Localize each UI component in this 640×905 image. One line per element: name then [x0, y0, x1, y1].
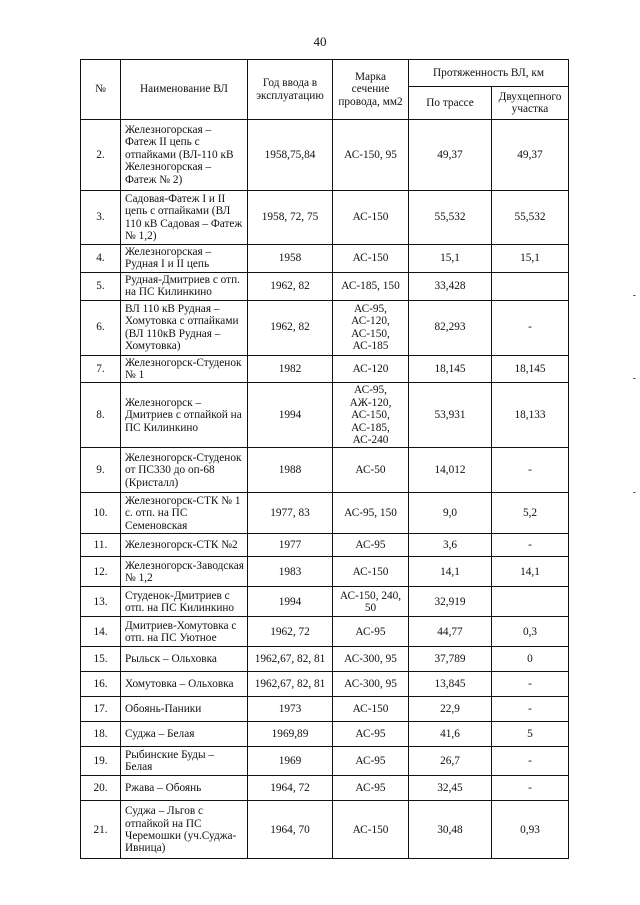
wire-brand: АС-300, 95 — [333, 672, 409, 697]
commission-year: 1973 — [248, 697, 333, 722]
double-circuit-length: - — [492, 697, 569, 722]
table-body — [81, 120, 569, 859]
commission-year: 1962, 72 — [248, 617, 333, 647]
wire-brand: АС-185, 150 — [333, 272, 409, 300]
header-double: Двухцепного участка — [492, 87, 569, 120]
page-number: 40 — [313, 34, 327, 49]
line-name: Железногорск-Студенок № 1 — [121, 355, 248, 383]
route-length: 14,012 — [409, 448, 492, 493]
table-row — [81, 801, 569, 859]
double-circuit-length: 0,3 — [492, 617, 569, 647]
table-row — [81, 534, 569, 557]
line-name: Садовая-Фатеж I и II цепь с отпайками (ВЛ 110 кВ Садовая – Фатеж № 1,2) — [121, 191, 248, 245]
double-circuit-length: - — [492, 300, 569, 355]
table-row — [81, 493, 569, 534]
table-row — [81, 300, 569, 355]
commission-year: 1994 — [248, 383, 333, 448]
route-length: 18,145 — [409, 355, 492, 383]
header-year: Год ввода в эксплуатацию — [248, 60, 333, 120]
table-row — [81, 557, 569, 587]
line-name: Ржава – Обоянь — [121, 776, 248, 801]
line-name: Железногорск-Студенок от ПС330 до оп-68 (Кристалл) — [121, 448, 248, 493]
row-number: 19. — [81, 747, 121, 776]
commission-year: 1983 — [248, 557, 333, 587]
wire-brand: АС-95 — [333, 534, 409, 557]
route-length: 53,931 — [409, 383, 492, 448]
commission-year: 1977, 83 — [248, 493, 333, 534]
commission-year: 1962, 82 — [248, 300, 333, 355]
commission-year: 1964, 70 — [248, 801, 333, 859]
route-length: 14,1 — [409, 557, 492, 587]
table-row — [81, 448, 569, 493]
wire-brand: АС-150, 240, 50 — [333, 587, 409, 617]
route-length: 15,1 — [409, 245, 492, 273]
line-name: Рыбинские Буды – Белая — [121, 747, 248, 776]
double-circuit-length: - — [492, 448, 569, 493]
route-length: 49,37 — [409, 120, 492, 191]
commission-year: 1988 — [248, 448, 333, 493]
row-number: 7. — [81, 355, 121, 383]
wire-brand: АС-150 — [333, 801, 409, 859]
commission-year: 1962,67, 82, 81 — [248, 672, 333, 697]
row-number: 8. — [81, 383, 121, 448]
header-length: Протяженность ВЛ, км — [409, 60, 569, 87]
route-length: 41,6 — [409, 722, 492, 747]
table-row — [81, 383, 569, 448]
route-length: 32,45 — [409, 776, 492, 801]
double-circuit-length: - — [492, 672, 569, 697]
commission-year: 1982 — [248, 355, 333, 383]
row-number: 3. — [81, 191, 121, 245]
line-name: Железногорск-Заводская № 1,2 — [121, 557, 248, 587]
row-number: 15. — [81, 647, 121, 672]
commission-year: 1964, 72 — [248, 776, 333, 801]
wire-brand: АС-95 — [333, 617, 409, 647]
header-route: По трассе — [409, 87, 492, 120]
margin-tick: - — [632, 373, 636, 384]
wire-brand: АС-150 — [333, 557, 409, 587]
wire-brand: АС-95 — [333, 722, 409, 747]
row-number: 16. — [81, 672, 121, 697]
wire-brand: АС-150 — [333, 191, 409, 245]
double-circuit-length: 5 — [492, 722, 569, 747]
wire-brand: АС-300, 95 — [333, 647, 409, 672]
double-circuit-length: 0,93 — [492, 801, 569, 859]
commission-year: 1958, 72, 75 — [248, 191, 333, 245]
commission-year: 1969 — [248, 747, 333, 776]
double-circuit-length: 49,37 — [492, 120, 569, 191]
commission-year: 1958 — [248, 245, 333, 273]
double-circuit-length: 15,1 — [492, 245, 569, 273]
wire-brand: АС-150 — [333, 245, 409, 273]
route-length: 9,0 — [409, 493, 492, 534]
route-length: 30,48 — [409, 801, 492, 859]
line-name: ВЛ 110 кВ Рудная – Хомутовка с отпайками (ВЛ 110кВ Рудная – Хомутовка) — [121, 300, 248, 355]
line-name: Рыльск – Ольховка — [121, 647, 248, 672]
wire-brand: АС-95 — [333, 776, 409, 801]
double-circuit-length: 18,145 — [492, 355, 569, 383]
line-name: Суджа – Белая — [121, 722, 248, 747]
table-row — [81, 722, 569, 747]
commission-year: 1962, 82 — [248, 272, 333, 300]
row-number: 2. — [81, 120, 121, 191]
route-length: 44,77 — [409, 617, 492, 647]
row-number: 18. — [81, 722, 121, 747]
row-number: 21. — [81, 801, 121, 859]
route-length: 55,532 — [409, 191, 492, 245]
row-number: 13. — [81, 587, 121, 617]
table-row — [81, 747, 569, 776]
row-number: 6. — [81, 300, 121, 355]
table-row — [81, 617, 569, 647]
margin-tick: - — [632, 487, 636, 498]
route-length: 3,6 — [409, 534, 492, 557]
line-name: Студенок-Дмитриев с отп. на ПС Килинкино — [121, 587, 248, 617]
line-name: Дмитриев-Хомутовка с отп. на ПС Уютное — [121, 617, 248, 647]
double-circuit-length: 5,2 — [492, 493, 569, 534]
wire-brand: АС-150 — [333, 697, 409, 722]
double-circuit-length: - — [492, 776, 569, 801]
wire-brand: АС-50 — [333, 448, 409, 493]
table-row — [81, 272, 569, 300]
power-lines-table — [80, 59, 569, 859]
table-row — [81, 776, 569, 801]
route-length: 37,789 — [409, 647, 492, 672]
header-brand: Марка сечение провода, мм2 — [333, 60, 409, 120]
row-number: 11. — [81, 534, 121, 557]
route-length: 26,7 — [409, 747, 492, 776]
commission-year: 1994 — [248, 587, 333, 617]
route-length: 33,428 — [409, 272, 492, 300]
wire-brand: АС-95, 150 — [333, 493, 409, 534]
line-name: Суджа – Льгов с отпайкой на ПС Черемошки (уч.Суджа-Ивница) — [121, 801, 248, 859]
double-circuit-length: - — [492, 534, 569, 557]
table-row — [81, 697, 569, 722]
commission-year: 1962,67, 82, 81 — [248, 647, 333, 672]
table-row — [81, 191, 569, 245]
line-name: Железногорская – Фатеж II цепь с отпайками (ВЛ-110 кВ Железногорская – Фатеж № 2) — [121, 120, 248, 191]
route-length: 13,845 — [409, 672, 492, 697]
wire-brand: АС-95 — [333, 747, 409, 776]
wire-brand: АС-120 — [333, 355, 409, 383]
row-number: 12. — [81, 557, 121, 587]
table-row — [81, 647, 569, 672]
line-name: Обоянь-Паники — [121, 697, 248, 722]
line-name: Хомутовка – Ольховка — [121, 672, 248, 697]
double-circuit-length: 14,1 — [492, 557, 569, 587]
commission-year: 1969,89 — [248, 722, 333, 747]
line-name: Рудная-Дмитриев с отп. на ПС Килинкино — [121, 272, 248, 300]
route-length: 32,919 — [409, 587, 492, 617]
commission-year: 1977 — [248, 534, 333, 557]
line-name: Железногорск-СТК №2 — [121, 534, 248, 557]
double-circuit-length: - — [492, 747, 569, 776]
wire-brand: АС-95, АЖ-120, АС-150, АС-185, АС-240 — [333, 383, 409, 448]
wire-brand: АС-95, АС-120, АС-150, АС-185 — [333, 300, 409, 355]
row-number: 14. — [81, 617, 121, 647]
route-length: 82,293 — [409, 300, 492, 355]
double-circuit-length: 55,532 — [492, 191, 569, 245]
row-number: 4. — [81, 245, 121, 273]
row-number: 5. — [81, 272, 121, 300]
table-row — [81, 672, 569, 697]
double-circuit-length: 0 — [492, 647, 569, 672]
table-row — [81, 587, 569, 617]
table-row — [81, 120, 569, 191]
row-number: 10. — [81, 493, 121, 534]
header-num: № — [81, 60, 121, 120]
double-circuit-length — [492, 587, 569, 617]
line-name: Железногорск – Дмитриев с отпайкой на ПС Килинкино — [121, 383, 248, 448]
double-circuit-length: 18,133 — [492, 383, 569, 448]
margin-tick: - — [632, 290, 636, 301]
table-row — [81, 245, 569, 273]
commission-year: 1958,75,84 — [248, 120, 333, 191]
row-number: 9. — [81, 448, 121, 493]
double-circuit-length — [492, 272, 569, 300]
table-row — [81, 355, 569, 383]
line-name: Железногорская – Рудная I и II цепь — [121, 245, 248, 273]
wire-brand: АС-150, 95 — [333, 120, 409, 191]
row-number: 17. — [81, 697, 121, 722]
route-length: 22,9 — [409, 697, 492, 722]
row-number: 20. — [81, 776, 121, 801]
header-name: Наименование ВЛ — [121, 60, 248, 120]
line-name: Железногорск-СТК № 1 с. отп. на ПС Семеновская — [121, 493, 248, 534]
